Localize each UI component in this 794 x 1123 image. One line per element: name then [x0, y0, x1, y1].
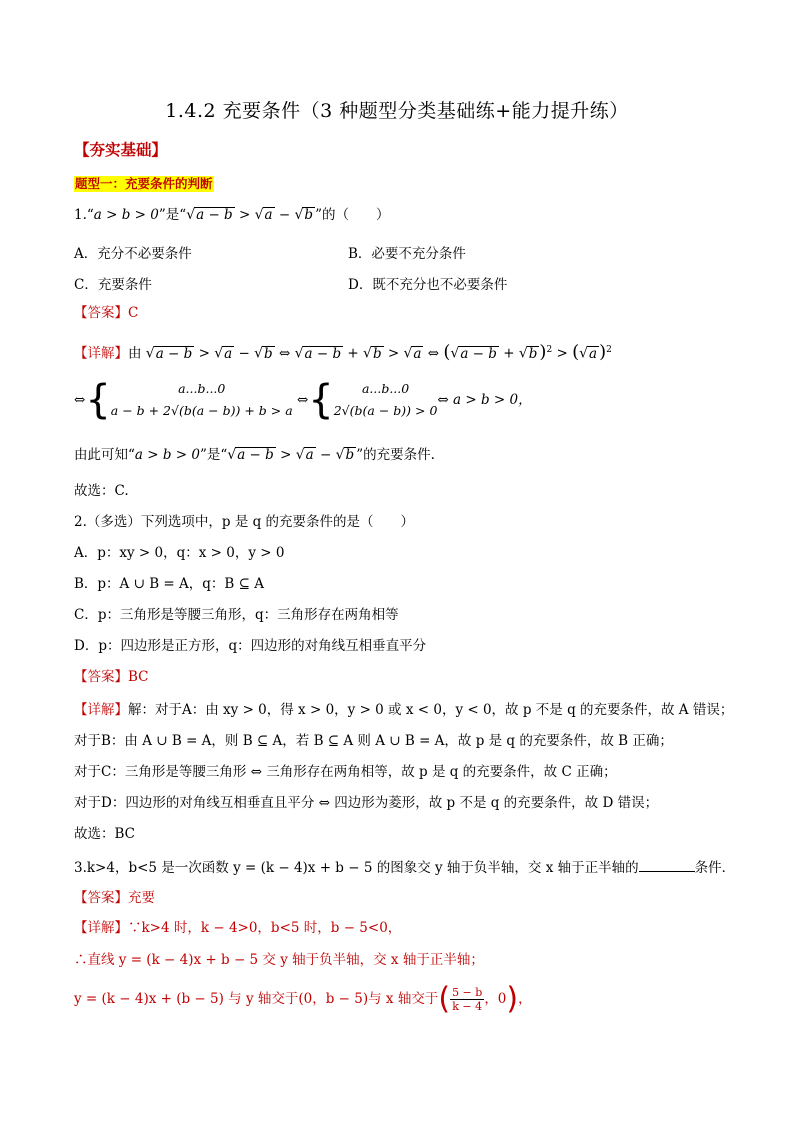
question-type-label: 题型一：充要条件的判断	[75, 176, 213, 191]
q1-conclusion-pre: 由此可知“	[74, 447, 135, 463]
q1-final: 故选：C.	[74, 483, 129, 499]
answer-label: 【答案】	[74, 669, 128, 685]
detail-label: 【详解】	[74, 345, 128, 362]
answer-label: 【答案】	[74, 890, 128, 906]
answer-value: BC	[128, 669, 149, 685]
q2-detail-line-1	[74, 700, 733, 720]
q3-detail-3: y = (k − 4)x + (b − 5) 与 y 轴交于(0，b − 5)与 x 轴交于( $\frac{5 - b}{k - 4}$ ，0)，	[74, 981, 532, 1017]
q1-option-b: B．必要不充分条件	[348, 246, 466, 262]
detail-label: 【详解】	[74, 702, 128, 718]
q2-stem: 2.（多选）下列选项中，p 是 q 的充要条件的是（ ）	[74, 514, 415, 530]
q1-conclusion-mid: ”是“	[199, 447, 228, 463]
q3-detail-3-pre: y = (k − 4)x + (b − 5) 与 y 轴交于(0，b − 5)与 x 轴交于	[74, 991, 439, 1007]
q1-stem-mid: ”是“	[158, 207, 187, 223]
q1-sys2-top: a...b...0	[361, 381, 410, 396]
q3-detail-3-end: ，	[518, 991, 532, 1007]
q3-stem	[74, 858, 735, 878]
q1-sys1-top: a...b...0	[178, 381, 226, 396]
q2-answer	[74, 667, 149, 687]
q1-sys1-bottom: a − b + 2√(b(a − b)) + b > a	[110, 403, 293, 418]
q3-frac-num: 5 − b	[452, 986, 483, 999]
q3-answer	[74, 888, 155, 908]
q1-minus: −	[274, 207, 295, 223]
page-title: 1.4.2 充要条件（3 种题型分类基础练+能力提升练）	[165, 100, 629, 122]
q1-expr-a: a − b	[196, 207, 233, 223]
brace-icon: {	[85, 377, 111, 423]
answer-value: 充要	[128, 890, 155, 906]
q1-sys2-bottom: 2√(b(a − b)) > 0	[333, 403, 438, 418]
q1-option-c: C．充要条件	[74, 277, 152, 293]
q1-detail-result: ⇔ a > b > 0，	[437, 392, 532, 408]
q2-final: 故选：BC	[74, 826, 136, 842]
q1-stem-pre: 1.“	[74, 207, 94, 223]
q2-detail-b: 对于B：由 A ∪ B = A，则 B ⊆ A，若 B ⊆ A 则 A ∪ B = A，故 p 是 q 的充要条件，故 B 正确；	[74, 733, 673, 749]
q1-stem	[74, 205, 389, 225]
answer-blank	[639, 858, 695, 872]
answer-value: C	[128, 305, 139, 321]
q3-detail-2: ∴直线 y = (k − 4)x + b − 5 交 y 轴于负半轴，交 x 轴于正半轴；	[74, 952, 484, 968]
q1-gt: >	[234, 207, 255, 223]
q1-conclusion-post: ”的充要条件.	[356, 447, 435, 463]
q2-option-c: C．p：三角形是等腰三角形，q：三角形存在两角相等	[74, 607, 399, 623]
section-heading: 【夯实基础】	[74, 140, 168, 159]
q1-stem-cond: a > b > 0	[93, 207, 159, 223]
q3-frac-den: k − 4	[452, 1000, 483, 1013]
q3-detail-line-1	[74, 918, 401, 938]
detail-label: 【详解】	[74, 920, 128, 936]
q1-conclusion: 由此可知“a > b > 0”是“√a − b > √a − √b ”的充要条件.	[74, 447, 435, 463]
q2-detail-c: 对于C：三角形是等腰三角形 ⇔ 三角形存在两角相等，故 p 是 q 的充要条件，故 C 正确；	[74, 764, 617, 780]
q3-stem-pre: 3.k>4，b<5 是一次函数 y = (k − 4)x + b − 5 的图象交 y 轴于负半轴，交 x 轴于正半轴的	[74, 860, 639, 876]
q1-detail-line-1: 【详解】由 √a − b > √a − √b ⇔ √a − b + √b > √a ⇔ (√a − b + √b )$^2$ > (√a )$^2$	[74, 341, 612, 363]
brace-icon: {	[308, 377, 334, 423]
q2-option-d: D．p：四边形是正方形，q：四边形的对角线互相垂直平分	[74, 638, 427, 654]
q1-expr-c: b	[304, 207, 314, 223]
q1-detail-systems: ⇔{ a...b...0 a − b + 2√(b(a − b)) + b > a ⇔{ a...b...0 2√(b(a − b)) > 0 ⇔ a > b > 0，	[74, 377, 532, 423]
q1-conclusion-cond: a > b > 0	[134, 447, 200, 463]
q1-detail-intro: 由	[128, 345, 142, 362]
q1-option-a: A．充分不必要条件	[74, 246, 192, 262]
q2-option-a: A．p：xy > 0，q：x > 0，y > 0	[74, 545, 285, 561]
q2-option-b: B．p：A ∪ B = A，q：B ⊆ A	[74, 576, 264, 592]
q1-option-d: D．既不充分也不必要条件	[348, 277, 508, 293]
sqrt-icon: √	[254, 207, 264, 223]
sqrt-icon: √	[186, 207, 196, 223]
q1-stem-post: ”的（ ）	[315, 207, 390, 223]
q3-detail-1: ∵k>4 时，k − 4>0，b<5 时，b − 5<0，	[128, 920, 402, 936]
q1-expr-b: a	[264, 207, 273, 223]
answer-label: 【答案】	[74, 305, 128, 321]
q2-detail-a: 解：对于A：由 xy > 0，得 x > 0，y > 0 或 x < 0，y < 0，故 p 不是 q 的充要条件，故 A 错误；	[128, 702, 734, 718]
q3-stem-post: 条件．	[694, 860, 736, 876]
q3-detail-3-post: ，0	[484, 991, 507, 1007]
q1-answer	[74, 303, 138, 323]
sqrt-icon: √	[294, 207, 304, 223]
q2-detail-d: 对于D：四边形的对角线互相垂直且平分 ⇔ 四边形为菱形，故 p 不是 q 的充要条件，故 D 错误；	[74, 795, 659, 811]
